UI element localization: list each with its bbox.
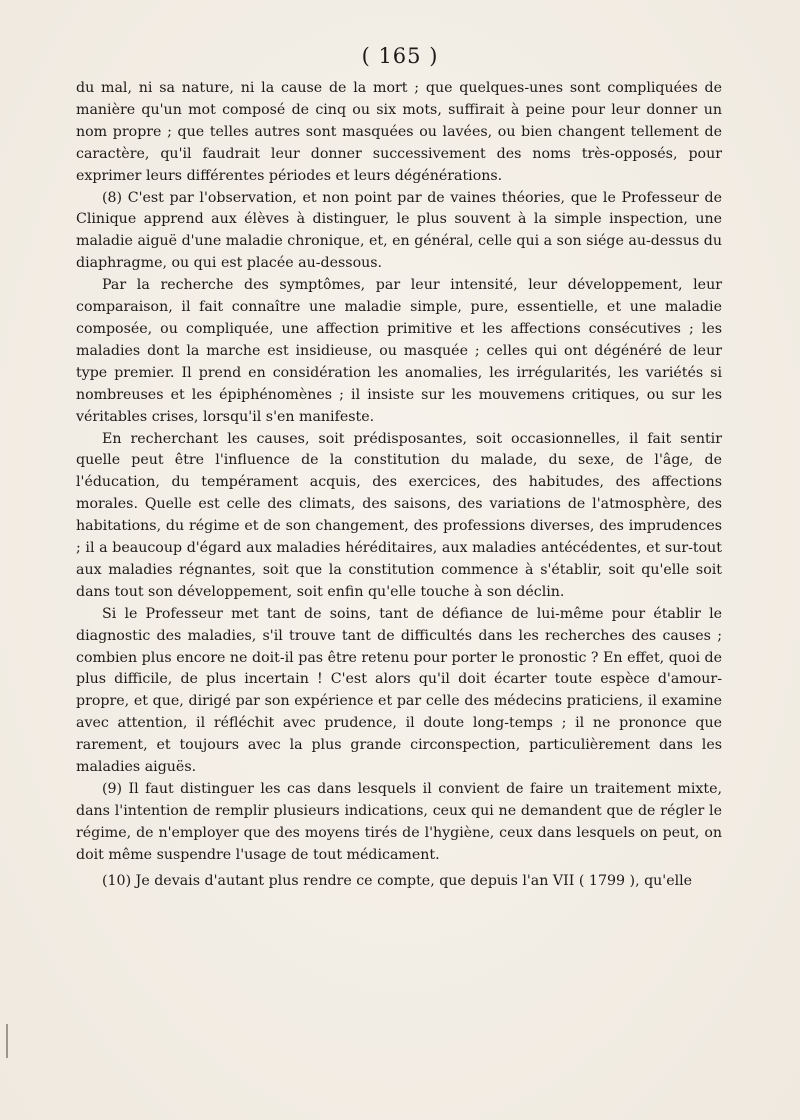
page-body xyxy=(76,78,722,893)
margin-mark xyxy=(6,1024,12,1058)
paragraph-prognosis: Si le Professeur met tant de soins, tant de défiance de lui-même pour établir le diagnostic des maladies, s'il trouve tant de difficultés dans les recherches des causes ; combien plus encore ne doit-il pas être retenu pour porter le pronostic ? En effet, quoi de plus difficile, de plus incertain ! C'est alors qu'il doit écarter toute espèce d'amour-propre, et que, dirigé par son expérience et par celle des médecins praticiens, il examine avec attention, il réfléchit avec prudence, il doute long-temps ; il ne prononce que rarement, et toujours avec la plus grande circonspection, particulièrement dans les maladies aiguës. xyxy=(76,605,722,776)
paragraph-note-8: (8) C'est par l'observation, et non point par de vaines théories, que le Professeur de Clinique apprend aux élèves à distinguer, le plus souvent à la simple inspection, une maladie aiguë d'une maladie chronique, et, en général, celle qui a son siége au-dessus du diaphragme, ou qui est placée au-dessous. xyxy=(76,189,722,272)
paragraph-continuation: du mal, ni sa nature, ni la cause de la mort ; que quelques-unes sont compliquées de manière qu'un mot composé de cinq ou six mots, suffirait à peine pour leur donner un nom propre ; que telles autres sont masquées ou lavées, ou bien changent tellement de caractère, qu'il faudrait leur donner successivement des noms très-opposés, pour exprimer leurs différentes périodes et leurs dégénérations. xyxy=(76,80,722,184)
paragraph-note-9: (9) Il faut distinguer les cas dans lesquels il convient de faire un traitement mixte, dans l'intention de remplir plusieurs indications, ceux qui ne demandent que de régler le régime, de n'employer que des moyens tirés de l'hygiène, ceux dans lesquels on peut, on doit même suspendre l'usage de tout médicament. xyxy=(76,781,722,863)
paragraph-causes: En recherchant les causes, soit prédisposantes, soit occasionnelles, il fait sentir quelle peut être l'influence de la constitution du malade, du sexe, de l'âge, de l'éducation, du tempérament acquis, des exercices, des habitudes, des affections morales. Quelle est celle des climats, des saisons, des variations de l'atmosphère, des habitations, du régime et de son changement, des professions diverses, des imprudences ; il a beaucoup d'égard aux maladies héréditaires, aux maladies antécédentes, et sur-tout aux maladies régnantes, soit que la constitution commence à s'établir, soit qu'elle soit dans tout son développement, soit enfin qu'elle touche à son déclin. xyxy=(76,430,722,600)
paragraph-symptoms: Par la recherche des symptômes, par leur intensité, leur développement, leur comparaison, il fait connaître une maladie simple, pure, essentielle, et une maladie composée, ou compliquée, une affection primitive et les affections consécutives ; les maladies dont la marche est insidieuse, ou masquée ; celles qui ont dégénéré de leur type premier. Il prend en considération les anomalies, les irrégularités, les variétés si nombreuses et les épiphénomènes ; il insiste sur les mouvemens critiques, ou sur les véritables crises, lorsqu'il s'en manifeste. xyxy=(76,277,722,425)
page-number: ( 165 ) xyxy=(361,44,439,68)
paragraph-note-10: (10) Je devais d'autant plus rendre ce compte, que depuis l'an VII ( 1799 ), qu'elle xyxy=(102,872,693,889)
